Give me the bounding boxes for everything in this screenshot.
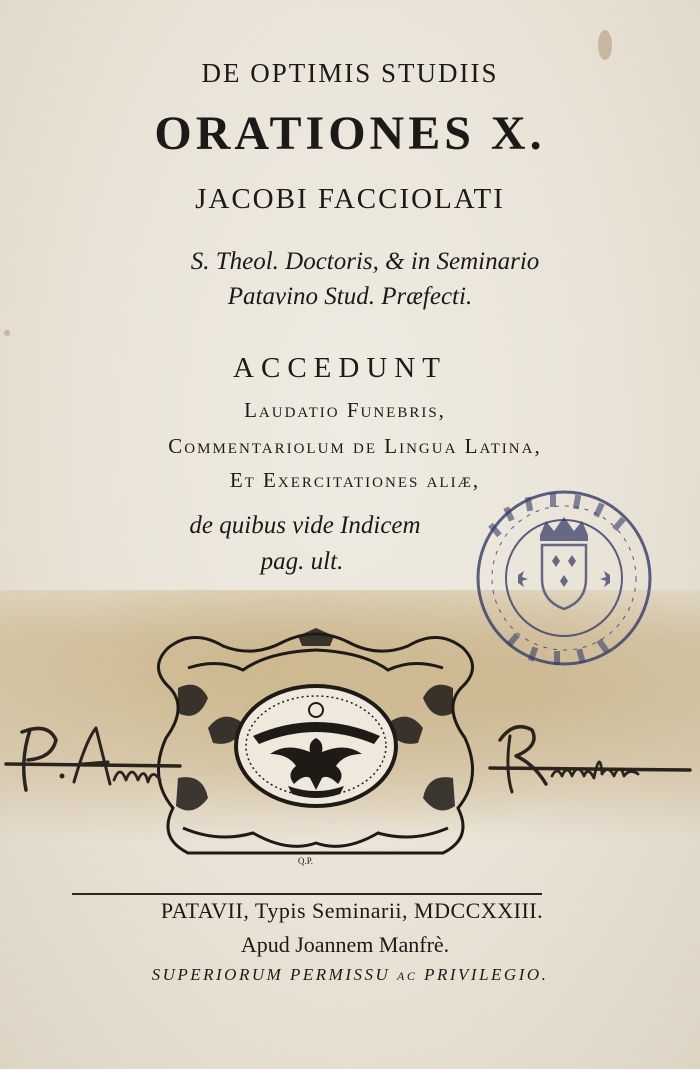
ornament-initials: Q.P.: [298, 856, 314, 866]
author-description-line2: Patavino Stud. Præfecti.: [227, 283, 473, 310]
accedunt-heading: ACCEDUNT: [233, 352, 447, 384]
paper-spot: [4, 330, 10, 336]
include-item: Commentariolum de Lingua Latina,: [168, 434, 542, 458]
imprint-line2: Apud Joannem Manfrè.: [240, 932, 450, 957]
author-name: JACOBI FACCIOLATI: [195, 183, 505, 215]
coat-of-arms-stamp-icon: [470, 483, 660, 673]
paper-spot: [598, 30, 612, 60]
index-note-line1: de quibus vide Indicem: [189, 512, 421, 539]
imprint-line3: SUPERIORUM PERMISSU ac PRIVILEGIO.: [151, 965, 549, 984]
include-item: Laudatio Funebris,: [244, 398, 446, 422]
imprint-rule: [72, 893, 542, 895]
index-note-line2: pag. ult.: [260, 548, 344, 575]
subtitle-top: DE OPTIMIS STUDIIS: [201, 58, 499, 88]
author-description-line1: S. Theol. Doctoris, & in Seminario: [190, 248, 540, 275]
imprint-line1: PATAVII, Typis Seminarii, MDCCXXIII.: [160, 898, 544, 923]
handwritten-signature-icon: [0, 700, 700, 810]
include-item: Et Exercitationes aliæ,: [229, 468, 481, 492]
main-title: ORATIONES X.: [154, 107, 546, 160]
